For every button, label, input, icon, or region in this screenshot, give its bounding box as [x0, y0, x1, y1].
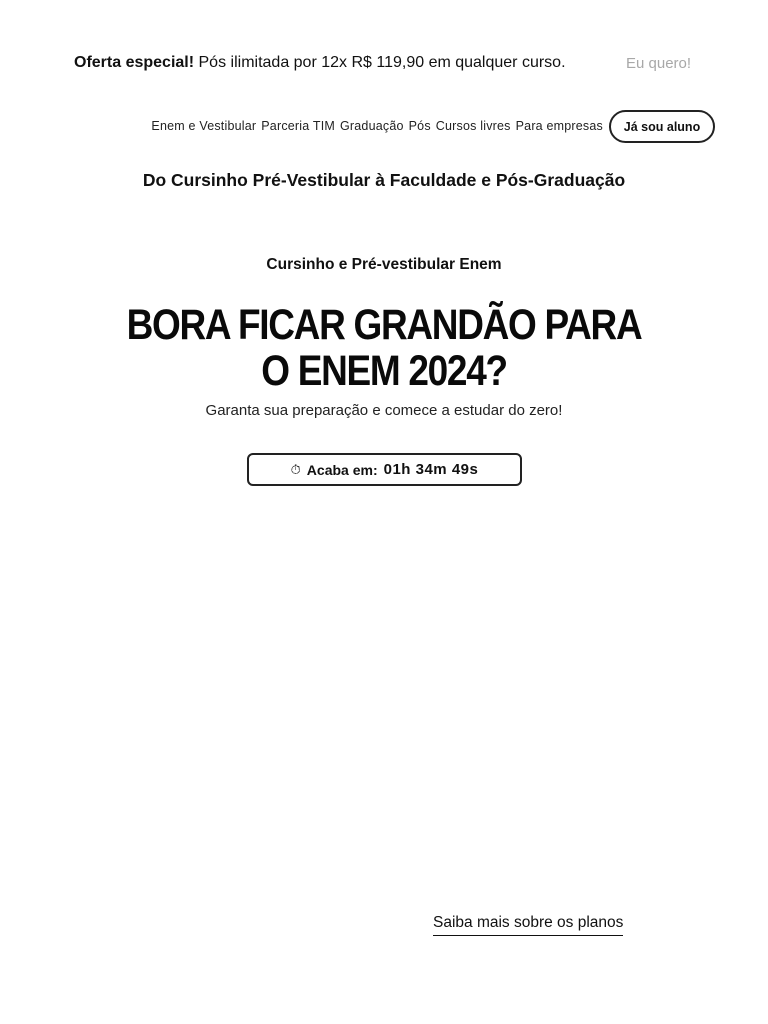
nav-item-pos[interactable]: Pós [408, 119, 431, 133]
promo-label: Oferta especial! [74, 54, 195, 71]
promo-cta-link[interactable]: Eu quero! [626, 55, 692, 72]
promo-bar [0, 50, 768, 78]
timer-label: Acaba em: [306, 461, 378, 478]
plans-info-link[interactable]: Saiba mais sobre os planos [433, 914, 623, 936]
main-nav [0, 110, 768, 146]
tagline: Do Cursinho Pré-Vestibular à Faculdade e Pós-Graduação [142, 170, 626, 190]
nav-links [151, 119, 603, 133]
countdown-timer [247, 453, 522, 486]
hero-headline: BORA FICAR GRANDÃO PARA O ENEM 2024? [126, 301, 642, 395]
stopwatch-icon: ⏱ [290, 461, 301, 477]
nav-item-cursos-livres[interactable]: Cursos livres [435, 119, 511, 133]
timer-value: 01h 34m 49s [383, 461, 479, 478]
student-login-button[interactable]: Já sou aluno [609, 110, 715, 143]
nav-item-parceria-tim[interactable]: Parceria TIM [261, 119, 335, 133]
promo-description: Pós ilimitada por 12x R$ 119,90 em qualquer curso. [194, 54, 566, 71]
promo-text [74, 54, 566, 72]
nav-item-graduacao[interactable]: Graduação [339, 119, 404, 133]
nav-item-enem-vestibular[interactable]: Enem e Vestibular [151, 119, 257, 133]
nav-item-para-empresas[interactable]: Para empresas [515, 119, 603, 133]
hero-kicker: Cursinho e Pré-vestibular Enem [266, 256, 502, 273]
hero-subtext: Garanta sua preparação e comece a estudar do zero! [205, 402, 563, 419]
